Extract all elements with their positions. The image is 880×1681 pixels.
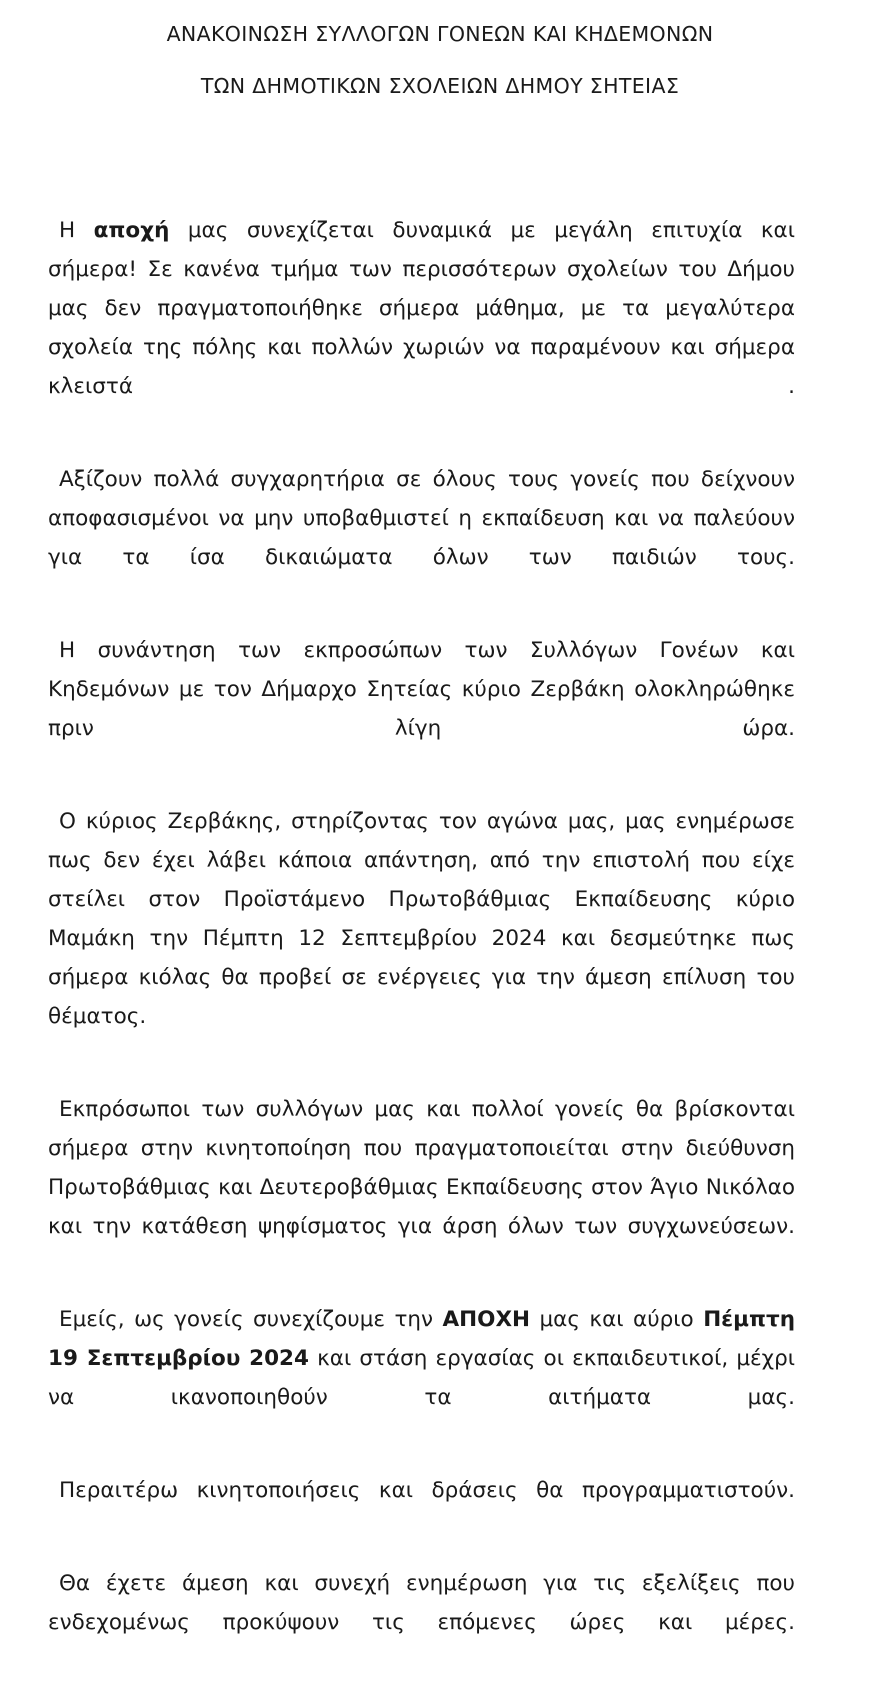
emphasis-text: Πέμπτη 19 Σεπτεμβρίου 2024 (48, 1307, 796, 1372)
paragraph-text: μας συνεχίζεται δυναμικά με μεγάλη επιτυχία και σήμερα! Σε κανένα τμήμα των περισσότερων σχολείων του Δήμου μας δεν πραγματοποιήθηκε σήμερα μάθημα, με τα μεγαλύτερα σχολεία της πόλης και πολλών χωριών να παραμένουν και σήμερα κλειστά . (48, 218, 795, 400)
paragraph-text: μας και αύριο (530, 1307, 704, 1333)
paragraph-text: Περαιτέρω κινητοποιήσεις και δράσεις θα προγραμματιστούν. (59, 1478, 795, 1504)
paragraph (48, 631, 795, 787)
paragraph-text: Η συνάντηση των εκπροσώπων των Συλλόγων Γονέων και Κηδεμόνων με τον Δήμαρχο Σητείας κύριο Ζερβάκη ολοκληρώθηκε πριν λίγη ώρα. (48, 638, 795, 742)
paragraph (48, 211, 795, 445)
paragraph (48, 1471, 795, 1549)
paragraph-text: Αξίζουν πολλά συγχαρητήρια σε όλους τους γονείς που δείχνουν αποφασισμένοι να μην υποβαθμιστεί η εκπαίδευση και να παλεύουν για τα ίσα δικαιώματα όλων των παιδιών τους. (48, 467, 795, 571)
paragraph (48, 460, 795, 616)
emphasis-text: ΑΠΟΧΗ (442, 1307, 531, 1333)
paragraph-text: Εμείς, ως γονείς συνεχίζουμε την (59, 1307, 443, 1333)
paragraph-text: Θα έχετε άμεση και συνεχή ενημέρωση για τις εξελίξεις που ενδεχομένως προκύψουν τις επόμενες ώρες και μέρες. (48, 1571, 795, 1636)
paragraph (48, 802, 795, 1075)
heading-line-1: ΑΝΑΚΟΙΝΩΣΗ ΣΥΛΛΟΓΩΝ ΓΟΝΕΩΝ ΚΑΙ ΚΗΔΕΜΟΝΩΝ (166, 22, 714, 46)
paragraph-text: και στάση εργασίας οι εκπαιδευτικοί, μέχρι να ικανοποιηθούν τα αιτήματα μας. (48, 1346, 795, 1411)
paragraph (48, 1090, 795, 1285)
document-header (0, 0, 880, 99)
paragraph-text: Εκπρόσωποι των συλλόγων μας και πολλοί γονείς θα βρίσκονται σήμερα στην κινητοποίηση που πραγματοποιείται στην διεύθυνση Πρωτοβάθμιας και Δευτεροβάθμιας Εκπαίδευσης στον Άγιο Νικόλαο και την κατάθεση ψηφίσματος για άρση όλων των συγχωνεύσεων. (48, 1097, 795, 1240)
paragraph (48, 1300, 795, 1456)
heading-line-2: ΤΩΝ ΔΗΜΟΤΙΚΩΝ ΣΧΟΛΕΙΩΝ ΔΗΜΟΥ ΣΗΤΕΙΑΣ (200, 73, 680, 98)
paragraph-text: Η (59, 218, 94, 244)
paragraph (48, 1564, 795, 1681)
emphasis-text: αποχή (93, 218, 170, 244)
paragraph-text: Ο κύριος Ζερβάκης, στηρίζοντας τον αγώνα μας, μας ενημέρωσε πως δεν έχει λάβει κάποια απάντηση, από την επιστολή που είχε στείλει στον Προϊστάμενο Πρωτοβάθμιας Εκπαίδευσης κύριο Μαμάκη την Πέμπτη 12 Σεπτεμβρίου 2024 και δεσμεύτηκε πως σήμερα κιόλας θα προβεί σε ενέργειες για την άμεση επίλυση του θέματος. (48, 809, 795, 1030)
document-body (0, 211, 880, 1681)
